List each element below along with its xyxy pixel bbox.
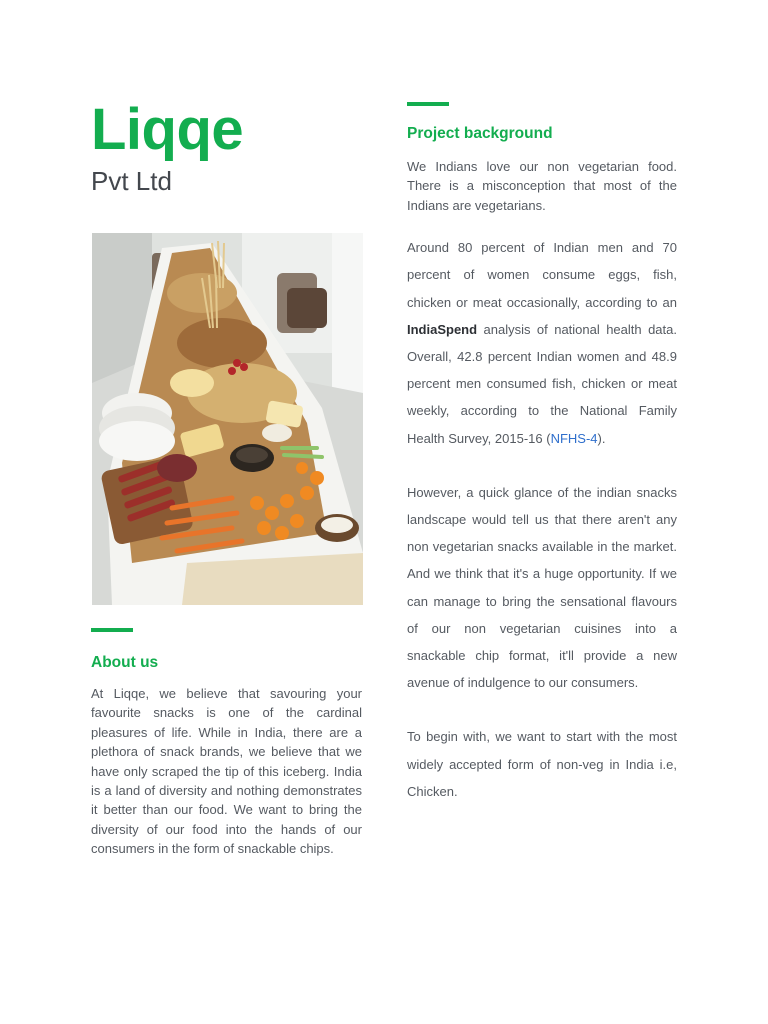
brand-subtitle: Pvt Ltd [91, 166, 172, 196]
about-body: At Liqqe, we believe that savouring your favourite snacks is one of the cardinal pleasures of life. While in India, there are a plethora of snack brands, we believe that we have only scraped the tip of this iceberg. India is a land of diversity and nothing demonstrates it better than our food. We want to bring the diversity of our food into the hands of our consumers in the form of snackable chips. [91, 686, 362, 857]
project-paragraph-3: To begin with, we want to start with the most widely accepted form of non-veg in India i.e, Chicken. [407, 729, 677, 799]
about-section [91, 628, 362, 859]
brand-name: Liqqe [91, 97, 244, 162]
project-p1-text-after: ). [597, 430, 606, 446]
indiaspend-bold: IndiaSpend [407, 321, 478, 337]
project-p1-text-before: Around 80 percent of Indian men and 70 percent of women consume eggs, fish, chicken or meat occasionally, according to an [407, 240, 677, 310]
about-title: About us [91, 654, 159, 671]
snack-platter-photo [92, 233, 363, 605]
nfhs-4-link[interactable]: NFHS-4 [550, 430, 598, 446]
project-paragraph-2: However, a quick glance of the indian snacks landscape would tell us that there aren't any non vegetarian snacks available in the market. And we think that it's a huge opportunity. If we can manage to bring the sensational flavours of our non vegetarian cuisines into a snackable chip format, it'll provide a new avenue of indulgence to our consumers. [407, 484, 677, 691]
about-accent-bar [91, 628, 133, 632]
project-title: Project background [407, 125, 553, 142]
project-accent-bar [407, 102, 449, 106]
project-paragraph-1 [407, 234, 677, 452]
project-intro: We Indians love our non vegetarian food. There is a misconception that most of the Indians are vegetarians. [407, 159, 677, 213]
brand-block [91, 98, 363, 196]
project-p1-text-middle: analysis of national health data. Overall, 42.8 percent Indian women and 48.9 percent men consumed fish, chicken or meat weekly, according to the National Family Health Survey, 2015-16 ( [407, 321, 677, 446]
snack-platter-illustration [92, 233, 363, 605]
project-section [407, 102, 677, 805]
